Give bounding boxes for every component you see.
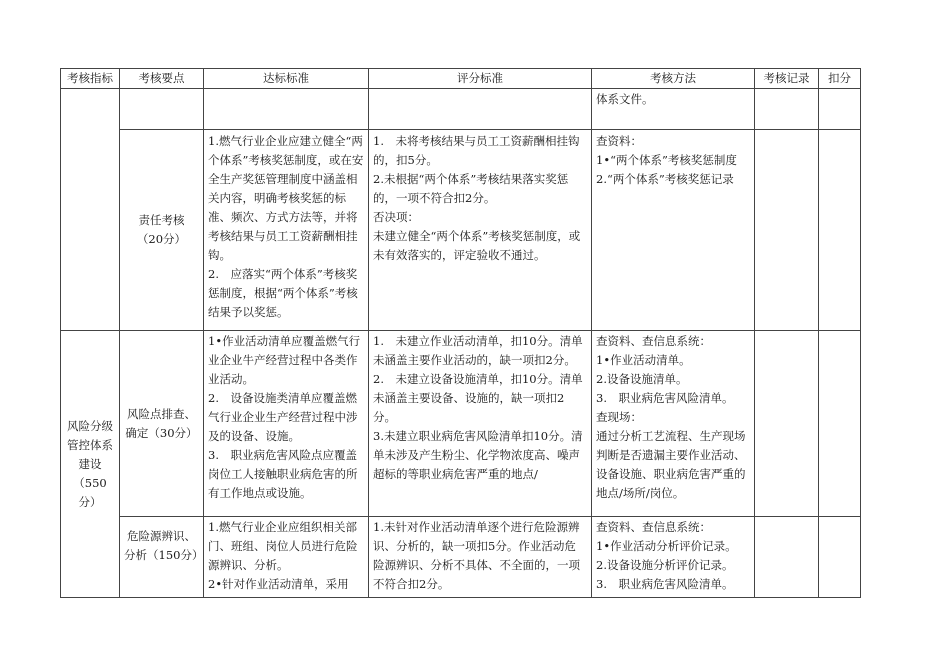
- assessment-table: [60, 68, 861, 598]
- key-point-text: 责任考核 （20分）: [136, 213, 187, 246]
- header-row: [61, 69, 861, 89]
- header-record: 考核记录: [755, 69, 819, 89]
- header-key-points: 考核要点: [120, 69, 204, 89]
- record-cell: [755, 331, 819, 517]
- deduction-cell: [819, 130, 861, 331]
- method-cell: [592, 89, 755, 130]
- method-text: 体系文件。: [596, 92, 654, 106]
- deduction-cell: [819, 517, 861, 598]
- method-cell: [592, 331, 755, 517]
- indicator-cell-continued: [61, 89, 120, 331]
- method-cell: [592, 517, 755, 598]
- standard-cell: [204, 89, 369, 130]
- header-standard: 达标标准: [204, 69, 369, 89]
- record-cell: [755, 130, 819, 331]
- scoring-cell: [369, 130, 592, 331]
- scoring-text: 1.未针对作业活动清单逐个进行危险源辨识、分析的，缺一项扣5分。作业活动危险源辨识、分析不具体、不全面的，一项不符合扣2分。: [373, 520, 580, 591]
- key-point-cell: [120, 89, 204, 130]
- indicator-cell-risk: [61, 331, 120, 598]
- method-text: 查资料： 1•“两个体系”考核奖惩制度 2.“两个体系”考核奖惩记录: [596, 134, 737, 186]
- key-point-text: 风险点排查、确定（30分）: [125, 406, 198, 440]
- standard-text: 1•作业活动清单应覆盖燃气行业企业牛产经营过程中各类作业活动。 2. 设备设施类清单应覆盖燃气行业企业生产经营过程中涉及的设备、设施。 3. 职业病危害风险点应覆盖岗位工人接触职业病危害的所有工作地点或设施。: [208, 334, 361, 500]
- header-indicator: 考核指标: [61, 69, 120, 89]
- header-method: 考核方法: [592, 69, 755, 89]
- method-cell: [592, 130, 755, 331]
- deduction-cell: [819, 331, 861, 517]
- standard-cell: [204, 517, 369, 598]
- record-cell: [755, 89, 819, 130]
- scoring-cell: [369, 89, 592, 130]
- standard-text: 1.燃气行业企业应组织相关部门、班组、岗位人员进行危险源辨识、分析。 2•针对作业活动清单，采用: [208, 520, 358, 591]
- key-point-text: 危险源辨识、分析（150分）: [124, 529, 204, 562]
- record-cell: [755, 517, 819, 598]
- standard-cell: [204, 331, 369, 517]
- header-scoring: 评分标准: [369, 69, 592, 89]
- key-point-cell: [120, 130, 204, 331]
- scoring-text: 1. 未将考核结果与员工工资薪酬相挂钩的，扣5分。 2.未根据“两个体系”考核结果落实奖惩的，一项不符合扣2分。 否决项： 未建立健全“两个体系”考核奖惩制度，或未有效落实的，评定验收不通过。: [373, 134, 581, 262]
- scoring-text: 1. 未建立作业活动清单，扣10分。清单未涵盖主要作业活动的，缺一项扣2分。 2. 未建立设备设施清单，扣10分。清单未涵盖主要设备、设施的，缺一项扣2分。 3.未建立职业病危害风险清单扣10分。清单未涉及产生粉尘、化学物浓度高、噪声超标的等职业病危害严重的地点/: [373, 334, 583, 481]
- table-row-continued: [61, 89, 861, 130]
- indicator-text: 风险分级管控体系建设 （550分）: [67, 418, 113, 509]
- method-text: 查资料、查信息系统： 1•作业活动分析评价记录。 2.设备设施分析评价记录。 3. 职业病危害风险清单。: [596, 520, 737, 591]
- scoring-cell: [369, 331, 592, 517]
- key-point-cell: [120, 517, 204, 598]
- table-row-risk-points: [61, 331, 861, 517]
- deduction-cell: [819, 89, 861, 130]
- table-row-responsibility: [61, 130, 861, 331]
- scoring-cell: [369, 517, 592, 598]
- standard-text: 1.燃气行业企业应建立健全“两个体系”考核奖惩制度，或在安全生产奖惩管理制度中涵盖相关内容，明确考核奖惩的标准、频次、方式方法等，并将考核结果与员工工资薪酬相挂钩。 2. 应落实“两个体系”考核奖惩制度，根据“两个体系”考核结果予以奖惩。: [208, 134, 364, 319]
- table-row-hazard: [61, 517, 861, 598]
- method-text: 查资料、查信息系统： 1•作业活动清单。 2.设备设施清单。 3. 职业病危害风险清单。 查现场： 通过分析工艺流程、生产现场判断是否遗漏主要作业活动、设备设施、职业病危害严重的地点/场所/岗位。: [596, 334, 746, 500]
- standard-cell: [204, 130, 369, 331]
- key-point-cell: [120, 331, 204, 517]
- header-deduction: 扣分: [819, 69, 861, 89]
